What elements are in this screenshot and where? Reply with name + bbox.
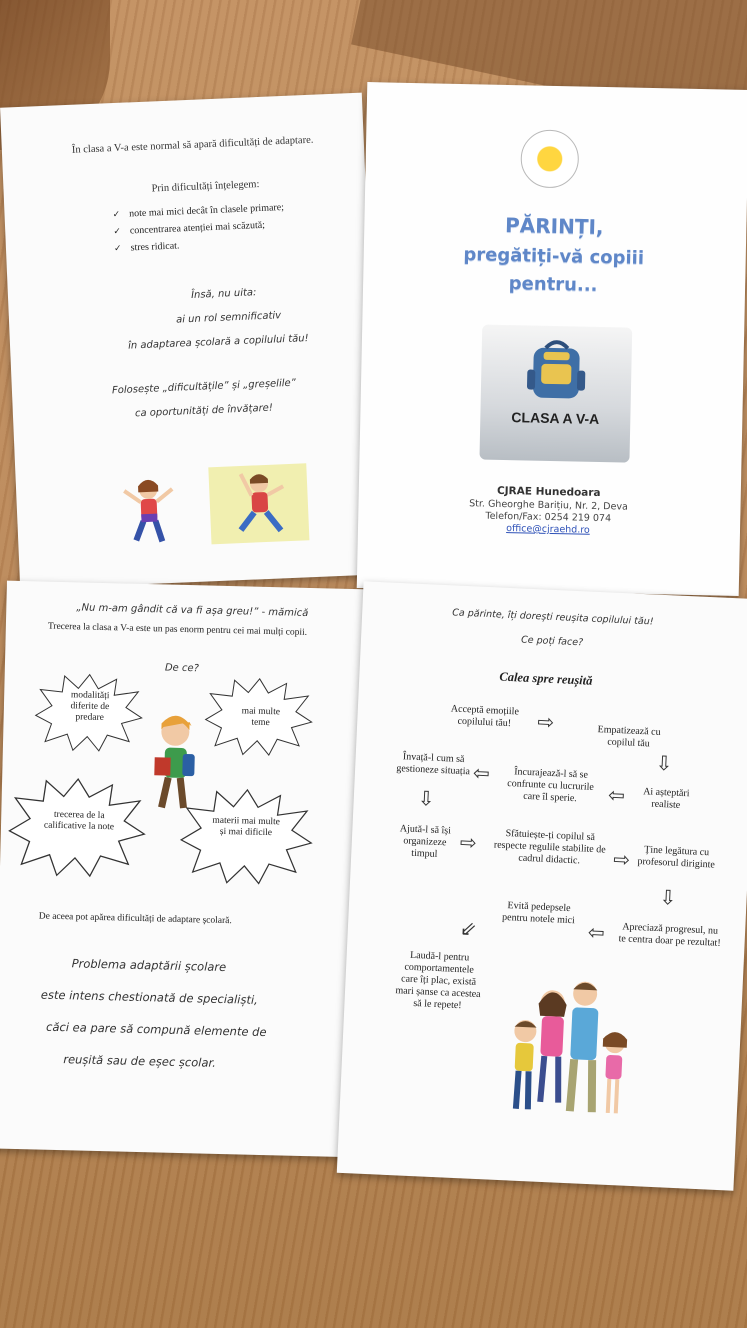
- arrow-down-icon: ⇩: [655, 750, 673, 776]
- jumping-boy-panel: [208, 463, 309, 544]
- intro-sentence: În clasa a V-a este normal să apară dificultăți de adaptare.: [71, 134, 314, 156]
- burst-teaching-methods-text: modalități diferite de predare: [70, 690, 110, 724]
- parent-quote: „Nu m-am gândit că va fi așa greu!” - mămică: [76, 602, 309, 619]
- difficulties-subhead: Prin dificultăți înțelegem:: [151, 179, 260, 195]
- burst-grades-text: trecerea de la calificative la note: [43, 809, 115, 833]
- cover-title-line-3: pentru...: [508, 273, 598, 296]
- backpack-icon: [521, 339, 592, 402]
- step-respect-rules: Sfătuiește-ți copilul să respecte regulile stabilite de cadrul didactic.: [493, 828, 606, 867]
- brochure-cover-page: [357, 82, 747, 596]
- step-keep-in-touch: Ține legătura cu profesorul diriginte: [637, 844, 716, 871]
- problem-line-3: căci ea pare să compună elemente de: [45, 1019, 267, 1040]
- intro-text: [72, 134, 342, 156]
- arrow-right-icon: ⇨: [459, 829, 478, 855]
- org-name: CJRAE Hunedoara: [496, 484, 601, 500]
- problem-line-2: este intens chestionată de specialiști,: [40, 987, 258, 1007]
- arrow-down-left-icon: ⇙: [459, 916, 478, 941]
- step-avoid-punishment: Evită pedepsele pentru notele mici: [501, 900, 576, 927]
- list-item: ✓ note mai mici decât în clasele primare;: [112, 202, 284, 220]
- path-heading: Calea spre reușită: [499, 669, 593, 688]
- transition-text: Trecerea la clasa a V-a este un pas enorm pentru cei mai mulți copii.: [47, 621, 308, 638]
- backpack-card: [479, 325, 632, 463]
- arrow-right-icon: ⇨: [612, 846, 631, 872]
- step-organize-time: Ajută-l să își organizeze timpul: [399, 823, 452, 860]
- step-encourage: Încurajează-l să se confrunte cu lucrurile care îl sperie.: [507, 766, 595, 805]
- parent-wish: Ca părinte, îți dorești reușita copilului tău!: [452, 607, 654, 628]
- arrow-left-icon: ⇦: [472, 760, 491, 786]
- step-empathize: Empatizează cu copilul tău: [597, 724, 661, 750]
- brochure-outer-left-page: [0, 93, 382, 590]
- arrow-left-icon: ⇦: [587, 919, 606, 945]
- problem-line-4: reușită sau de eșec școlar.: [63, 1052, 216, 1070]
- boy-with-books-illustration: [141, 709, 206, 818]
- arrow-down-icon: ⇩: [659, 885, 677, 910]
- step-appreciate-progress: Apreciază progresul, nu te centra doar pe rezultat!: [618, 921, 721, 949]
- therefore-text: De aceea pot apărea dificultăți de adaptare școlară.: [38, 911, 232, 927]
- use-line-1: Folosește „dificultățile” și „greșelile”: [111, 377, 297, 397]
- burst-more-homework-text: mai multe teme: [241, 706, 281, 729]
- org-phone: Telefon/Fax: 0254 219 074: [485, 510, 612, 525]
- bag-caption: CLASA A V-A: [511, 409, 600, 427]
- cjrae-logo: [520, 129, 579, 188]
- difficulties-list: [112, 202, 285, 260]
- step-teach-situations: Învață-l cum să gestioneze situația: [396, 751, 471, 778]
- step-praise: Laudă-l pentru comportamentele care îți plac, există mari șanse ca acestea să le repete!: [395, 949, 481, 1012]
- brochure-inner-left-page: [0, 581, 373, 1158]
- use-line-2: ca oportunități de învățare!: [134, 402, 274, 420]
- problem-line-1: Problema adaptării școlare: [71, 956, 227, 975]
- step-accept-emotions: Acceptă emoțiile copilului tău!: [450, 703, 520, 730]
- arrow-down-icon: ⇩: [417, 785, 436, 811]
- cover-title-line-2: pregătiți-vă copiii: [463, 244, 645, 269]
- brochure-inner-right-page: [337, 581, 747, 1190]
- step-realistic-expectations: Ai așteptări realiste: [642, 786, 690, 811]
- why-label: De ce?: [164, 662, 200, 675]
- org-email-link[interactable]: office@cjraehd.ro: [506, 523, 590, 536]
- burst-more-subjects-text: materii mai multe și mai dificile: [212, 815, 281, 839]
- remember-line-2: ai un rol semnificativ: [175, 310, 282, 326]
- list-item: ✓ stres ridicat.: [114, 236, 286, 254]
- cover-title-line-1: PĂRINȚI,: [504, 212, 604, 240]
- remember-line-3: în adaptarea școlară a copilului tău!: [127, 333, 309, 352]
- what-can-you-do: Ce poți face?: [520, 634, 584, 649]
- org-address: Str. Gheorghe Barițiu, Nr. 2, Deva: [469, 498, 628, 513]
- arrow-right-icon: ⇨: [536, 709, 555, 735]
- jumping-boy-illustration: [208, 463, 309, 544]
- list-item: ✓ concentrarea atenției mai scăzută;: [113, 219, 285, 237]
- jumping-girl-illustration: [115, 471, 182, 554]
- remember-line-1: Însă, nu uita:: [190, 287, 257, 301]
- arrow-left-icon: ⇦: [607, 782, 626, 808]
- family-illustration: [499, 968, 646, 1124]
